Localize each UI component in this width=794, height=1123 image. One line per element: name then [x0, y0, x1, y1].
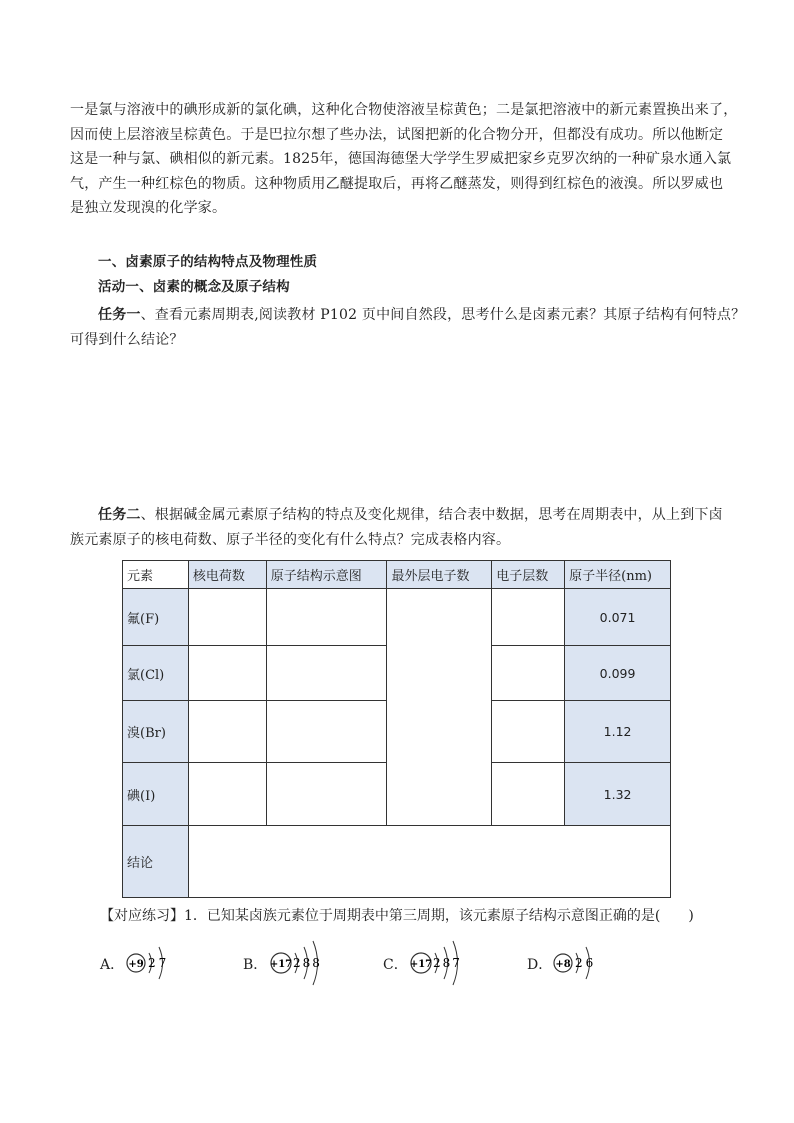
activity-heading: 活动一、卤素的概念及原子结构: [98, 278, 290, 295]
header-cell: 原子半径(nm): [565, 561, 671, 589]
section-heading-block: [70, 250, 720, 299]
shells-cell[interactable]: [492, 701, 565, 763]
shell-numbers: 26: [575, 956, 597, 970]
structure-cell[interactable]: [266, 763, 387, 826]
table-header-row: [123, 561, 671, 589]
option-label: C．: [383, 957, 408, 973]
structure-cell[interactable]: [266, 701, 387, 763]
structure-cell[interactable]: [266, 589, 387, 646]
outer-electrons-cell[interactable]: [387, 589, 492, 826]
element-cell: 氯(Cl): [123, 646, 189, 701]
element-cell: 碘(I): [123, 763, 189, 826]
atom-diagram-icon: [403, 935, 483, 995]
intro-line: 气，产生一种红棕色的物质。这种物质用乙醚提取后，再将乙醚蒸发，则得到红棕色的液溴。所以罗威也: [70, 175, 724, 192]
halogen-table: [122, 560, 671, 898]
shells-cell[interactable]: [492, 646, 565, 701]
header-cell: 最外层电子数: [387, 561, 492, 589]
nucleus-label: +17: [409, 959, 433, 970]
nucleus-label: +17: [269, 959, 293, 970]
intro-line: 是独立发现溴的化学家。: [70, 200, 227, 216]
section-heading: 一、卤素原子的结构特点及物理性质: [98, 254, 318, 270]
shell-numbers: 288: [293, 956, 322, 970]
structure-cell[interactable]: [266, 646, 387, 701]
header-cell: 电子层数: [492, 561, 565, 589]
header-cell: 核电荷数: [188, 561, 266, 589]
header-cell: 元素: [123, 561, 189, 589]
charge-cell[interactable]: [188, 589, 266, 646]
table-conclusion-row: [123, 826, 671, 898]
intro-paragraph: [70, 98, 738, 221]
charge-cell[interactable]: [188, 646, 266, 701]
element-cell: 氟(F): [123, 589, 189, 646]
atom-diagram-icon: [547, 935, 617, 995]
shell-numbers: 27: [148, 956, 170, 970]
radius-cell: 0.071: [565, 589, 671, 646]
shells-cell[interactable]: [492, 589, 565, 646]
charge-cell[interactable]: [188, 763, 266, 826]
intro-line: 因而使上层溶液呈棕黄色。于是巴拉尔想了些办法，试图把新的化合物分开，但都没有成功。所以他断定: [70, 126, 724, 143]
task1-block: [70, 303, 746, 352]
table-row: [123, 589, 671, 646]
exercise-question: 【对应练习】1．已知某卤族元素位于周期表中第三周期，该元素原子结构示意图正确的是( ): [100, 908, 694, 924]
nucleus-label: +8: [555, 959, 571, 970]
shells-cell[interactable]: [492, 763, 565, 826]
intro-line: 一是氯与溶液中的碘形成新的氯化碘，这种化合物使溶液呈棕黄色；二是氯把溶液中的新元素置换出来了，: [70, 102, 738, 118]
radius-cell: 1.12: [565, 701, 671, 763]
task2-label: 任务二: [98, 507, 141, 523]
conclusion-label: 结论: [123, 826, 189, 898]
atom-diagram-icon: [263, 935, 343, 995]
element-cell: 溴(Br): [123, 701, 189, 763]
radius-cell: 0.099: [565, 646, 671, 701]
task1-text-line2: 可得到什么结论？: [70, 331, 184, 348]
task1-text: 、查看元素周期表,阅读教材 P102 页中间自然段，思考什么是卤素元素？其原子结构有何特点？: [140, 307, 746, 323]
shell-numbers: 287: [433, 956, 462, 970]
charge-cell[interactable]: [188, 701, 266, 763]
radius-cell: 1.32: [565, 763, 671, 826]
intro-line: 这是一种与氯、碘相似的新元素。1825年，德国海德堡大学学生罗威把家乡克罗次纳的一种矿泉水通入氯: [70, 151, 732, 167]
task1-label: 任务一: [98, 307, 141, 323]
task2-block: [70, 503, 723, 552]
header-cell: 原子结构示意图: [266, 561, 387, 589]
option-label: A．: [100, 957, 125, 973]
exercise-options: [100, 935, 620, 995]
task2-text-line2: 族元素原子的核电荷数、原子半径的变化有什么特点？完成表格内容。: [70, 531, 511, 548]
option-label: B．: [243, 957, 268, 973]
nucleus-label: +9: [128, 959, 144, 970]
option-label: D．: [527, 957, 553, 973]
atom-diagram-icon: [120, 935, 190, 995]
task2-text: 、根据碱金属元素原子结构的特点及变化规律，结合表中数据，思考在周期表中，从上到下卤: [140, 507, 723, 523]
conclusion-cell[interactable]: [188, 826, 670, 898]
